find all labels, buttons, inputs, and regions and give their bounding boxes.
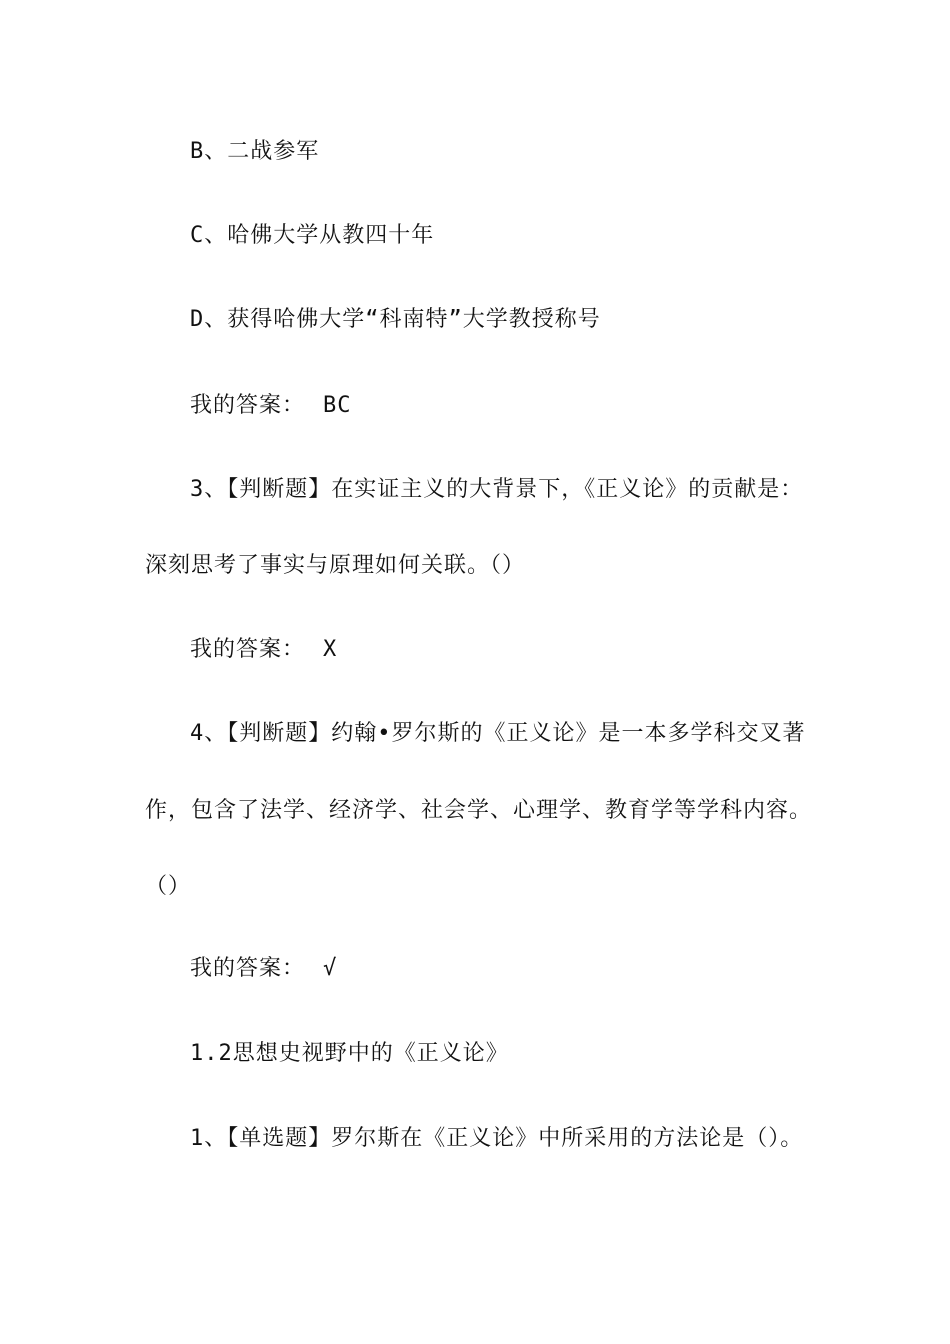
next-question-line-1: 1、【单选题】罗尔斯在《正义论》中所采用的方法论是（）。 [190,1126,804,1151]
my-answer-q3 [190,636,337,664]
answer-value: BC [323,393,352,418]
answer-label: 我的答案： [190,393,306,418]
answer-label: 我的答案： [190,637,306,662]
option-b: B、二战参军 [190,139,320,164]
option-d: D、获得哈佛大学“科南特”大学教授称号 [190,307,601,332]
question-4-line-2: 作，包含了法学、经济学、社会学、心理学、教育学等学科内容。 [145,798,813,823]
option-c: C、哈佛大学从教四十年 [190,223,435,248]
question-3-line-1: 3、【判断题】在实证主义的大背景下，《正义论》的贡献是： [190,477,804,502]
my-answer-q2 [190,392,352,420]
question-4-line-3: （） [145,874,192,899]
answer-value: √ [323,956,338,981]
section-title: 1.2思想史视野中的《正义论》 [190,1041,509,1066]
answer-value: X [323,637,338,662]
answer-label: 我的答案： [190,956,306,981]
my-answer-q4 [190,955,337,983]
question-3-line-2: 深刻思考了事实与原理如何关联。（） [145,553,526,578]
question-4-line-1: 4、【判断题】约翰•罗尔斯的《正义论》是一本多学科交叉著 [190,721,806,746]
